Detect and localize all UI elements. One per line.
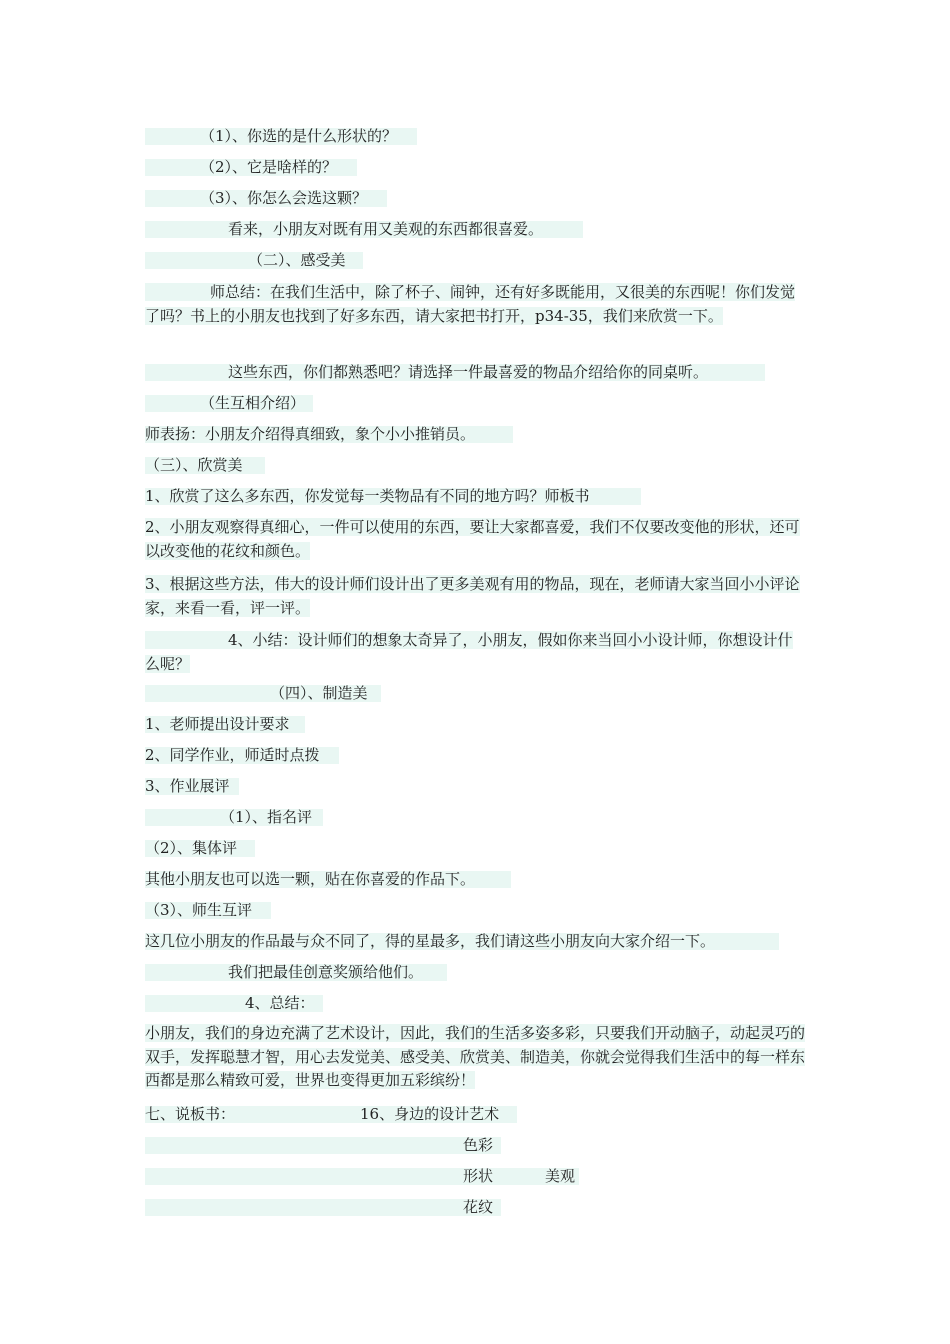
text-line: （生互相介绍） bbox=[145, 395, 313, 412]
text-line: 看来，小朋友对既有用又美观的东西都很喜爱。 bbox=[145, 221, 583, 238]
list-item: （3）、师生互评 bbox=[145, 902, 271, 919]
question-line: （3）、你怎么会选这颗？ bbox=[145, 190, 387, 207]
text-line: 这几位小朋友的作品最与众不同了，得的星最多，我们请这些小朋友向大家介绍一下。 bbox=[145, 933, 779, 950]
list-item: 1、老师提出设计要求 bbox=[145, 716, 305, 733]
text-line: 师表扬：小朋友介绍得真细致，象个小小推销员。 bbox=[145, 426, 513, 443]
section-heading: （四）、制造美 bbox=[145, 685, 381, 702]
paragraph: 师总结：在我们生活中，除了杯子、闹钟，还有好多既能用，又很美的东西呢！你们发觉了吗？书上的小朋友也找到了好多东西，请大家把书打开，p34-35，我们来欣赏一下。 bbox=[145, 283, 796, 325]
text-line: 其他小朋友也可以选一颗，贴在你喜爱的作品下。 bbox=[145, 871, 511, 888]
text-line: 这些东西，你们都熟悉吧？请选择一件最喜爱的物品介绍给你的同桌听。 bbox=[145, 364, 765, 381]
board-row: 形状 美观 bbox=[145, 1168, 579, 1185]
list-item: 2、小朋友观察得真细心，一件可以使用的东西，要让大家都喜爱，我们不仅要改变他的形状，还可以改变他的花纹和颜色。 bbox=[145, 518, 800, 560]
text-line: 4、总结： bbox=[145, 995, 323, 1012]
board-heading: 七、说板书： 16、身边的设计艺术 bbox=[145, 1106, 517, 1123]
question-line: （2）、它是啥样的？ bbox=[145, 159, 357, 176]
list-item: 3、作业展评 bbox=[145, 778, 239, 795]
section-heading: （二）、感受美 bbox=[145, 252, 363, 269]
summary-paragraph: 小朋友，我们的身边充满了艺术设计，因此，我们的生活多姿多彩，只要我们开动脑子，动起灵巧的双手，发挥聪慧才智，用心去发觉美、感受美、欣赏美、制造美，你就会觉得我们生活中的每一样东西都是那么精致可爱，世界也变得更加五彩缤纷！ bbox=[145, 1024, 806, 1089]
list-item: 4、小结：设计师们的想象太奇异了，小朋友，假如你来当回小小设计师，你想设计什么呢？ bbox=[145, 631, 793, 673]
text-line: 我们把最佳创意奖颁给他们。 bbox=[145, 964, 447, 981]
list-item: （1）、指名评 bbox=[145, 809, 323, 826]
list-item: （2）、集体评 bbox=[145, 840, 255, 857]
section-heading: （三）、欣赏美 bbox=[145, 457, 265, 474]
list-item: 2、同学作业，师适时点拨 bbox=[145, 747, 339, 764]
board-row: 色彩 bbox=[145, 1137, 501, 1154]
list-item: 1、欣赏了这么多东西，你发觉每一类物品有不同的地方吗？师板书 bbox=[145, 488, 641, 505]
board-row: 花纹 bbox=[145, 1199, 501, 1216]
question-line: （1）、你选的是什么形状的？ bbox=[145, 128, 417, 145]
list-item: 3、根据这些方法，伟大的设计师们设计出了更多美观有用的物品，现在，老师请大家当回小小评论家，来看一看，评一评。 bbox=[145, 575, 800, 617]
